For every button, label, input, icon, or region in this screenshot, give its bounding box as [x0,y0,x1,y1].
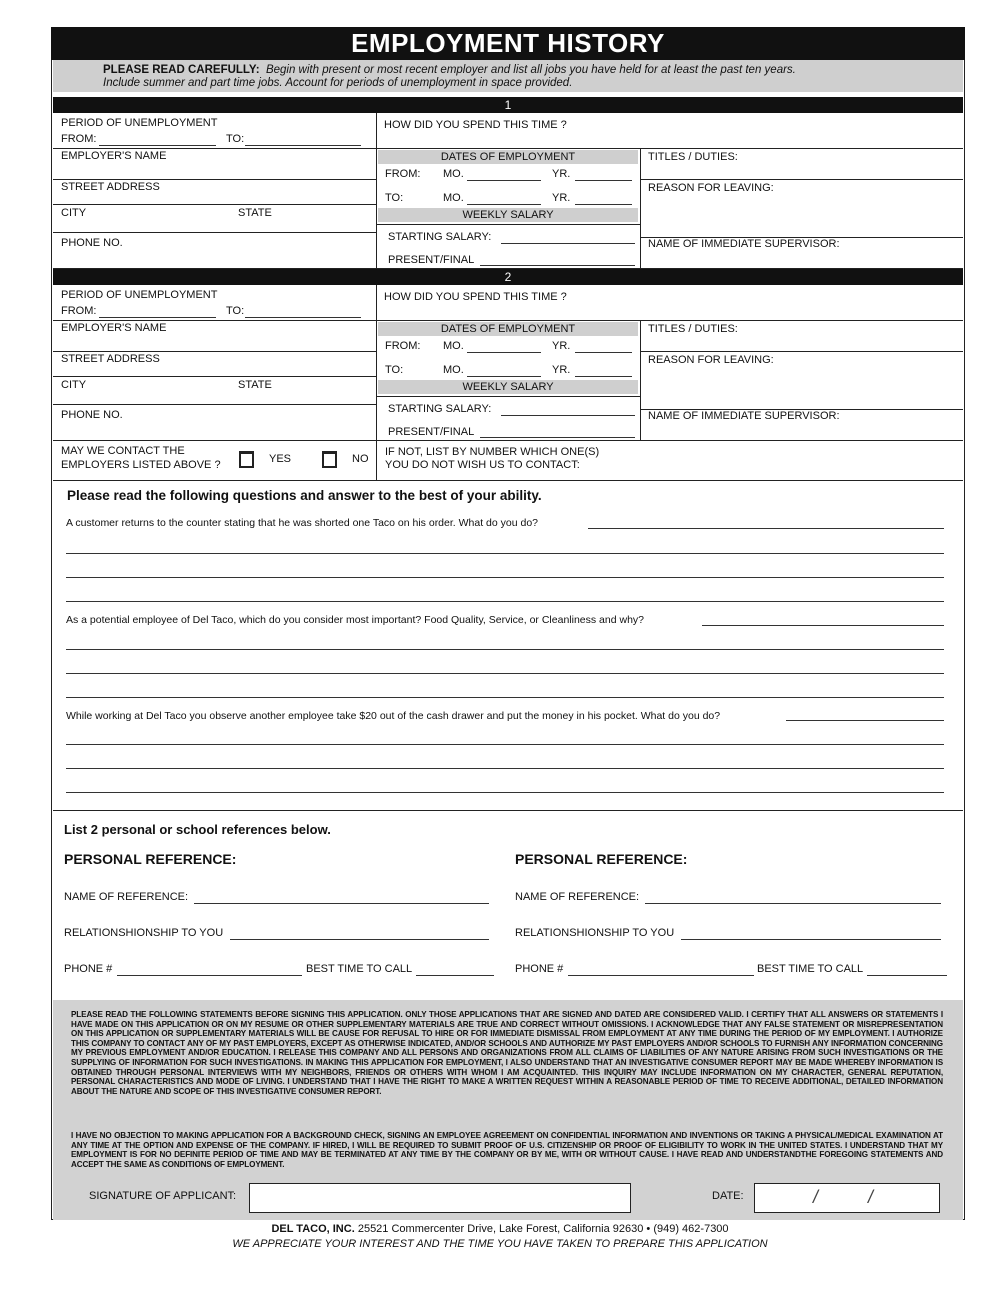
legal-statements [53,1000,963,1220]
titles-duties-label: TITLES / DUTIES: [648,323,738,335]
unemployment-to-field[interactable] [245,145,361,146]
answer-2-line-1[interactable] [66,649,944,650]
contact-no-label: NO [352,453,369,465]
answer-1-line-2[interactable] [66,577,944,578]
date-label: DATE: [712,1190,744,1202]
reference-2-best-time-label: BEST TIME TO CALL [757,963,864,975]
unemployment-from-field[interactable] [99,145,216,146]
unemployment-from-label: FROM: [61,305,97,317]
city-label: CITY [61,207,87,219]
present-final-label: PRESENT/FINAL [388,254,475,266]
to-year-label: YR. [552,192,571,204]
answer-3-line-0[interactable] [786,720,944,721]
reference-2-phone-label: PHONE # [515,963,564,975]
reference-2-relationship-label: RELATIONSHIONSHIP TO YOU [515,927,675,939]
from-year-field[interactable] [575,352,632,353]
weekly-salary-header: WEEKLY SALARY [378,380,638,394]
contact-question-line2: EMPLOYERS LISTED ABOVE ? [61,459,221,471]
answer-2-line-2[interactable] [66,673,944,674]
period-unemployment-label: PERIOD OF UNEMPLOYMENT [61,117,218,129]
reference-2-name-label: NAME OF REFERENCE: [515,891,640,903]
starting-salary-label: STARTING SALARY: [388,231,492,243]
answer-2-line-0[interactable] [702,625,944,626]
reference-2-title: PERSONAL REFERENCE: [515,851,688,867]
employer-block-2 [0,172,1000,472]
reference-1-relationship-label: RELATIONSHIONSHIP TO YOU [64,927,224,939]
questions-heading: Please read the following questions and answer to the best of your ability. [67,488,542,503]
footer-company-line [0,1223,1000,1235]
to-month-label: MO. [443,364,464,376]
from-month-label: MO. [443,340,464,352]
answer-1-line-3[interactable] [66,601,944,602]
employer-name-label: EMPLOYER'S NAME [61,150,167,162]
contact-question-line1: MAY WE CONTACT THE [61,445,185,457]
signature-label: SIGNATURE OF APPLICANT: [89,1190,237,1202]
from-month-field[interactable] [467,352,541,353]
street-address-label: STREET ADDRESS [61,181,160,193]
starting-salary-field[interactable] [501,415,635,416]
unemployment-to-label: TO: [226,305,245,317]
from-year-label: YR. [552,168,571,180]
present-final-field[interactable] [480,437,635,438]
reference-2-name-field[interactable] [645,903,941,904]
reference-1-title: PERSONAL REFERENCE: [64,851,237,867]
weekly-salary-header: WEEKLY SALARY [378,208,638,222]
employer-number-bar: 1 [53,97,963,113]
reference-1-phone-label: PHONE # [64,963,113,975]
state-label: STATE [238,207,272,219]
ifnot-line2: YOU DO NOT WISH US TO CONTACT: [385,459,580,471]
to-year-label: YR. [552,364,571,376]
ifnot-line1: IF NOT, LIST BY NUMBER WHICH ONE(S) [385,446,600,458]
reference-1-relationship-field[interactable] [230,939,489,940]
reference-1-phone-field[interactable] [117,975,302,976]
answer-2-line-3[interactable] [66,697,944,698]
reference-1-name-field[interactable] [194,903,489,904]
reason-leaving-label: REASON FOR LEAVING: [648,182,774,194]
present-final-label: PRESENT/FINAL [388,426,475,438]
footer-company: DEL TACO, INC. [271,1223,355,1235]
to-month-label: MO. [443,192,464,204]
unemployment-to-label: TO: [226,133,245,145]
how-spend-label: HOW DID YOU SPEND THIS TIME ? [384,291,567,303]
dates-from-label: FROM: [385,340,421,352]
from-month-label: MO. [443,168,464,180]
phone-label: PHONE NO. [61,409,123,421]
answer-1-line-0[interactable] [588,528,944,529]
how-spend-label: HOW DID YOU SPEND THIS TIME ? [384,119,567,131]
starting-salary-label: STARTING SALARY: [388,403,492,415]
period-unemployment-label: PERIOD OF UNEMPLOYMENT [61,289,218,301]
page-title: EMPLOYMENT HISTORY [51,27,965,60]
unemployment-to-field[interactable] [245,317,361,318]
supervisor-label: NAME OF IMMEDIATE SUPERVISOR: [648,410,840,422]
dates-employment-header: DATES OF EMPLOYMENT [378,150,638,164]
answer-3-line-2[interactable] [66,768,944,769]
instructions-heading: PLEASE READ CAREFULLY: [103,64,260,76]
dates-from-label: FROM: [385,168,421,180]
city-label: CITY [61,379,87,391]
reference-1-name-label: NAME OF REFERENCE: [64,891,189,903]
reference-2-best-time-field[interactable] [867,975,947,976]
question-1: A customer returns to the counter stating that he was shorted one Taco on his order. What do you do? [66,517,539,529]
contact-no-checkbox[interactable] [322,451,337,468]
contact-yes-label: YES [269,453,292,465]
references-heading: List 2 personal or school references below. [64,822,331,837]
date-slashes: / / [813,1187,874,1207]
reference-1-best-time-field[interactable] [416,975,494,976]
employer-name-label: EMPLOYER'S NAME [61,322,167,334]
dates-employment-header: DATES OF EMPLOYMENT [378,322,638,336]
unemployment-from-field[interactable] [99,317,216,318]
question-2: As a potential employee of Del Taco, which do you consider most important? Food Quality, Service, or Cleanliness and why? [66,614,644,626]
signature-field[interactable] [249,1183,631,1213]
reason-leaving-label: REASON FOR LEAVING: [648,354,774,366]
to-year-field[interactable] [575,376,632,377]
instructions-line2: Include summer and part time jobs. Account for periods of unemployment in space provided. [103,77,573,89]
answer-1-line-1[interactable] [66,553,944,554]
answer-3-line-1[interactable] [66,744,944,745]
phone-label: PHONE NO. [61,237,123,249]
answer-3-line-3[interactable] [66,792,944,793]
reference-2-phone-field[interactable] [568,975,754,976]
titles-duties-label: TITLES / DUTIES: [648,151,738,163]
date-field[interactable] [754,1183,940,1213]
instructions-line1: Begin with present or most recent employer and list all jobs you have held for at least the past ten years. [265,64,796,76]
unemployment-from-label: FROM: [61,133,97,145]
legal-paragraph-1: PLEASE READ THE FOLLOWING STATEMENTS BEFORE SIGNING THIS APPLICATION. ONLY THOSE APPLICATIONS THAT ARE SIGNED AND DATED ARE CONSIDERED VALID. I CERTIFY THAT ALL ANSWERS OR STATEMENTS I HAVE MADE ON THIS APPLICATION OR ON MY RESUME OR OTHER SUPPLEMENTARY MATERIALS ARE TRUE AND CORRECT WITHOUT OMISSIONS. I ACKNOWLEDGE THAT ANY FALSE STATEMENT OR MISREPRESENTATION ON THIS APPLICATION OR SUPPLEMENTARY MATERIALS WILL BE CAUSE FOR REFUSAL TO HIRE OR FOR IMMEDIATE DISMISSAL FROM EMPLOYMENT AT ANY TIME DURING THE PERIOD OF MY EMPLOYMENT. I AUTHORIZE THIS COMPANY TO CONTACT ANY OF MY PAST EMPLOYERS, EXCEPT AS OTHERWISE INDICATED, AND/OR SCHOOLS AND AUTHORIZE MY PAST EMPLOYERS AND/OR SCHOOLS TO FURNISH ANY INFORMATION CONCERNING MY PREVIOUS EMPLOYMENT AND/OR EDUCATION. I RELEASE THIS COMPANY AND ALL PERSONS AND ORGANIZATIONS FROM ALL CLAIMS OF LIABILITIES OF ANY NATURE ARISING FROM SUCH INVESTIGATIONS OR THE SUPPLYING OF INFORMATION FOR SUCH INVESTIGATIONS. IN MAKING THIS APPLICATION FOR EMPLOYMENT, I ALSO UNDERSTAND THAT AN INVESTIGATIVE CONSUMER REPORT MAY BE MADE WHEREBY INFORMATION IS OBTAINED THROUGH PERSONAL INTERVIEWS WITH MY NEIGHBORS, FRIENDS OR OTHERS WITH WHOM I AM ACQUAINTED. THIS INQUIRY MAY INCLUDE INFORMATION ON MY CHARACTER, GENERAL REPUTATION, PERSONAL CHARACTERISTICS AND MODE OF LIVING. I UNDERSTAND THAT I HAVE THE RIGHT TO MAKE A WRITTEN REQUEST WITHIN A REASONABLE PERIOD OF TIME TO RECEIVE ADDITIONAL, DETAILED INFORMATION ABOUT THE NATURE AND SCOPE OF THIS INVESTIGATIVE CONSUMER REPORT. [71,1010,943,1096]
reference-2-relationship-field[interactable] [681,939,941,940]
footer-address: 25521 Commercenter Drive, Lake Forest, California 92630 • (949) 462-7300 [357,1223,729,1235]
state-label: STATE [238,379,272,391]
supervisor-label: NAME OF IMMEDIATE SUPERVISOR: [648,238,840,250]
from-year-label: YR. [552,340,571,352]
legal-paragraph-2: I HAVE NO OBJECTION TO MAKING APPLICATION FOR A BACKGROUND CHECK, SIGNING AN EMPLOYEE AGREEMENT ON CONFIDENTIAL INFORMATION AND INVENTIONS OR TAKING A PHYSICAL/MEDICAL EXAMINATION AT ANY TIME AT THE OPTION AND EXPENSE OF THE COMPANY. IF HIRED, I WILL BE REQUIRED TO SUBMIT PROOF OF U.S. CITIZENSHIP OR PROOF OF ELIGIBILITY TO WORK IN THE UNITED STATES. I UNDERSTAND THAT MY EMPLOYMENT IS FOR NO DEFINITE PERIOD OF TIME AND MAY BE TERMINATED AT ANY TIME BY THE COMPANY OR BY ME, WITH OR WITHOUT CAUSE. I HAVE READ AND UNDERSTANDTHE FOREGOING STATEMENTS AND ACCEPT THE SAME AS CONDITIONS OF EMPLOYMENT. [71,1131,943,1169]
street-address-label: STREET ADDRESS [61,353,160,365]
dates-to-label: TO: [385,364,404,376]
question-3: While working at Del Taco you observe another employee take $20 out of the cash drawer and put the money in his pocket. What do you do? [66,710,721,722]
to-month-field[interactable] [467,376,541,377]
dates-to-label: TO: [385,192,404,204]
contact-yes-checkbox[interactable] [239,451,254,468]
employer-number-bar: 2 [53,269,963,285]
footer-thanks: WE APPRECIATE YOUR INTEREST AND THE TIME YOU HAVE TAKEN TO PREPARE THIS APPLICATION [232,1238,768,1250]
reference-1-best-time-label: BEST TIME TO CALL [306,963,413,975]
